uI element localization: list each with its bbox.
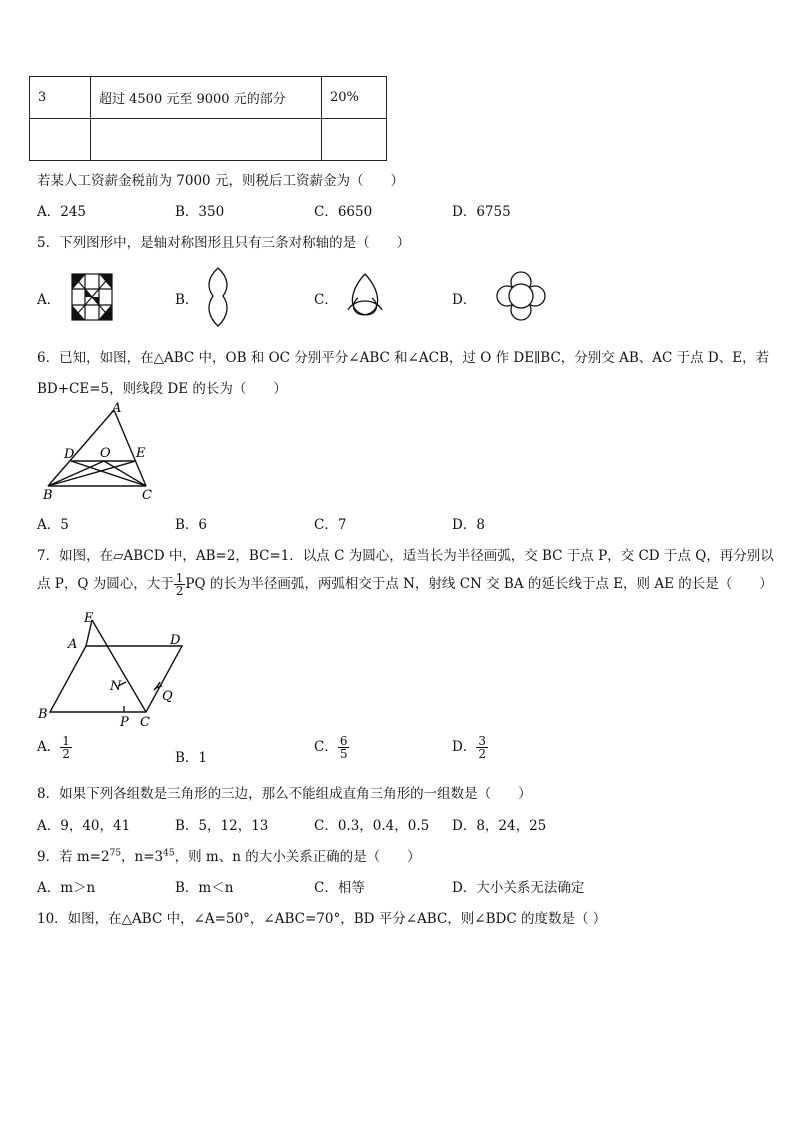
q5-option-c: C．	[314, 292, 338, 308]
q7-stem-line1: 7．如图，在▱ABCD 中，AB=2，BC=1．以点 C 为圆心，适当长为半径画弧，交 BC 于点 P，交 CD 于点 Q，再分别以	[37, 548, 774, 564]
q7-option-a	[37, 735, 72, 760]
q7-option-b: B．1	[175, 750, 208, 766]
q7-option-c-num: 6	[339, 734, 348, 748]
q8-option-b: B．5，12，13	[175, 818, 269, 834]
q9-exponent-1: 75	[109, 848, 122, 859]
q6-option-a: A．5	[37, 517, 69, 533]
q9-option-b: B．m＜n	[175, 880, 234, 896]
q9-option-a: A．m＞n	[37, 880, 96, 896]
table-cell	[322, 119, 387, 161]
q9-stem-post: ，则 m、n 的大小关系正确的是（ ）	[174, 849, 421, 865]
q5-option-a: A．	[37, 292, 61, 308]
q9-stem-pre: 9．若 m=2	[37, 849, 110, 865]
q7-label-p: P	[120, 715, 129, 730]
q8-option-c: C．0.3，0.4，0.5	[314, 818, 430, 834]
q6-stem-line2: BD+CE=5，则线段 DE 的长为（ ）	[37, 381, 287, 397]
q7-stem-post: PQ 的长为半径画弧，两弧相交于点 N，射线 CN 交 BA 的延长线于点 E，则 AE 的长是（ ）	[185, 576, 773, 592]
q5-option-b: B．	[175, 292, 199, 308]
q7-option-c-label: C．	[314, 739, 338, 755]
table-row	[30, 119, 387, 161]
q7-option-c	[314, 735, 349, 760]
tax-table	[29, 76, 387, 161]
q7-option-d-num: 3	[478, 734, 486, 748]
q6-label-c: C	[142, 488, 152, 502]
q7-option-d-fraction	[476, 735, 488, 760]
table-cell: 3	[30, 77, 91, 119]
q7-label-e: E	[84, 611, 94, 626]
q9-exponent-2: 45	[163, 848, 175, 859]
q6-triangle-figure	[38, 400, 164, 502]
q7-fraction	[174, 572, 186, 597]
q6-label-d: D	[64, 447, 75, 462]
q6-option-b: B．6	[175, 517, 208, 533]
q9-stem-mid: ，n=3	[121, 849, 164, 865]
q7-stem-pre: 点 P，Q 为圆心，大于	[37, 576, 174, 592]
table-cell	[30, 119, 91, 161]
q7-fraction-den: 2	[175, 584, 184, 598]
q7-fraction-num: 1	[175, 571, 184, 585]
q7-option-c-fraction	[338, 735, 350, 760]
q7-option-a-num: 1	[62, 734, 70, 748]
q7-option-d	[452, 735, 488, 760]
q5-figure-b-vase-icon	[203, 266, 233, 328]
q6-label-o: O	[100, 446, 111, 461]
q4-option-b: B．350	[175, 204, 225, 220]
q4-option-a: A．245	[37, 204, 87, 220]
q7-label-n: N	[110, 679, 122, 694]
q7-label-a: A	[68, 637, 78, 652]
q10-stem: 10．如图，在△ABC 中，∠A=50°，∠ABC=70°，BD 平分∠ABC，则∠BDC 的度数是（ ）	[37, 911, 607, 927]
q6-option-d: D．8	[452, 517, 485, 533]
table-cell	[91, 119, 322, 161]
q5-option-d: D．	[452, 292, 477, 308]
q5-stem: 5．下列图形中，是轴对称图形且只有三条对称轴的是（ ）	[37, 235, 411, 251]
table-cell: 20%	[322, 77, 387, 119]
table-row	[30, 77, 387, 119]
q4-option-d: D．6755	[452, 204, 511, 220]
q6-label-a: A	[112, 401, 122, 416]
q7-label-q: Q	[162, 689, 173, 704]
q7-option-d-label: D．	[452, 739, 477, 755]
q9-option-c: C．相等	[314, 880, 365, 896]
q5-figure-d-flower-icon	[495, 270, 547, 322]
q8-stem: 8．如果下列各组数是三角形的三边，那么不能组成直角三角形的一组数是（ ）	[37, 786, 532, 802]
table-cell: 超过 4500 元至 9000 元的部分	[91, 77, 322, 119]
q7-label-c: C	[140, 715, 150, 730]
q7-stem-line2	[37, 572, 773, 597]
q9-stem	[37, 845, 421, 865]
q7-option-a-label: A．	[37, 739, 61, 755]
q8-option-d: D．8，24，25	[452, 818, 547, 834]
q5-figure-c-trefoil-icon	[342, 270, 388, 320]
q7-option-c-den: 5	[339, 747, 348, 761]
q7-label-d: D	[170, 633, 181, 648]
q7-label-b: B	[38, 707, 48, 722]
q5-figure-a-pinwheel-icon	[70, 272, 114, 322]
q7-option-a-den: 2	[62, 747, 70, 761]
q7-parallelogram-figure	[36, 608, 186, 732]
q6-label-b: B	[43, 488, 53, 502]
q6-stem-line1: 6．已知，如图，在△ABC 中，OB 和 OC 分别平分∠ABC 和∠ACB，过 O 作 DE∥BC，分别交 AB、AC 于点 D、E，若	[37, 350, 770, 366]
q6-option-c: C．7	[314, 517, 347, 533]
q8-option-a: A．9，40，41	[37, 818, 131, 834]
q4-option-c: C．6650	[314, 204, 373, 220]
q6-label-e: E	[136, 446, 146, 461]
q7-option-a-fraction	[60, 735, 72, 760]
q4-stem: 若某人工资薪金税前为 7000 元，则税后工资薪金为（ ）	[37, 173, 404, 189]
q7-option-d-den: 2	[478, 747, 486, 761]
q9-option-d: D．大小关系无法确定	[452, 880, 585, 896]
